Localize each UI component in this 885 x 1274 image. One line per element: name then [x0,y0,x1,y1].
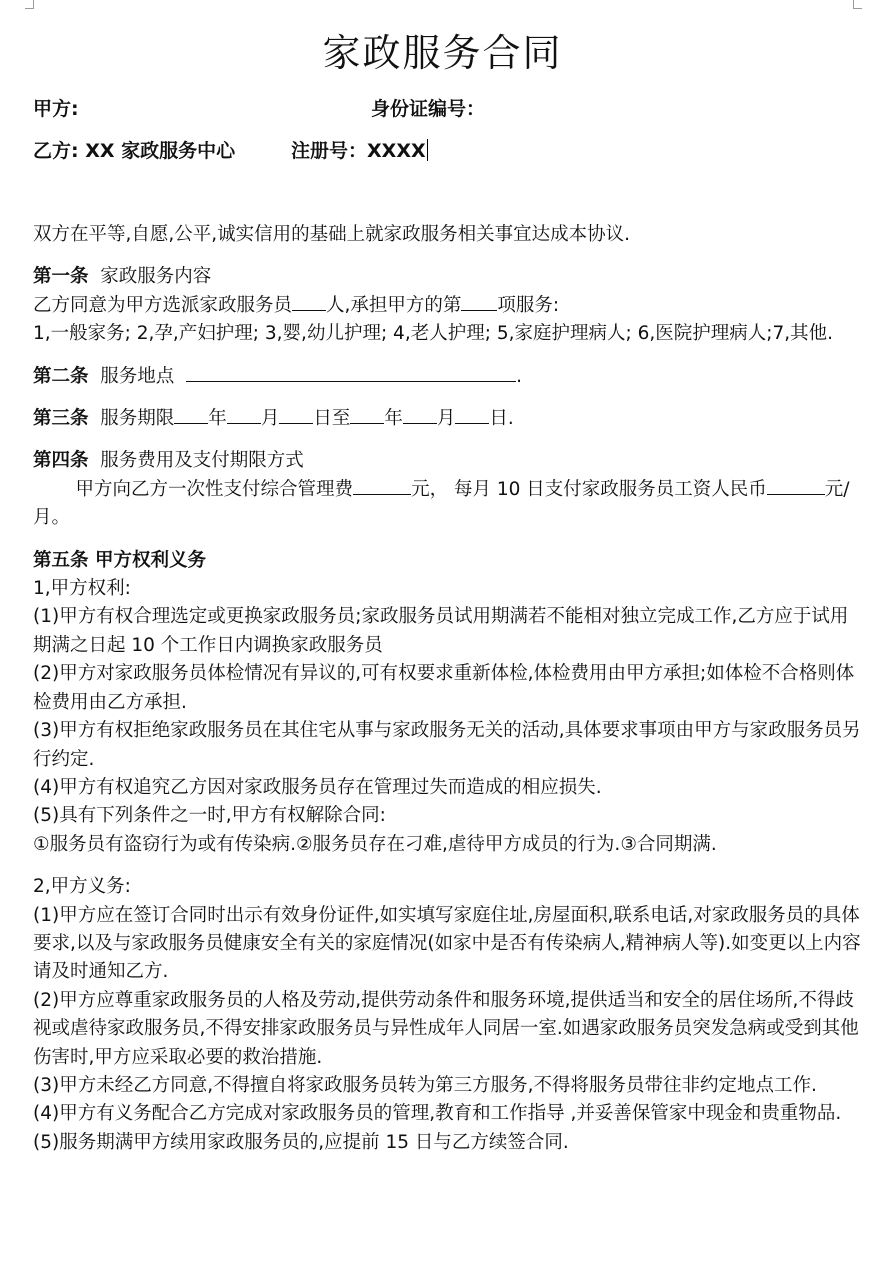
article-5-heading: 第五条 甲方权利义务 [33,549,206,571]
staff-count-blank[interactable] [292,292,326,311]
article-1-text [33,292,863,320]
end-year-blank[interactable] [350,405,384,424]
article-1-title: 家政服务内容 [100,266,212,288]
end-month-unit: 月 [436,408,456,430]
article-1-heading [33,263,863,291]
contract-body [33,221,863,1157]
page-corner-mark-right [853,0,862,9]
duties-heading: 2,甲方义务: [33,876,131,898]
rights-heading: 1,甲方权利: [33,578,131,600]
text-cursor [427,139,428,161]
registration-line[interactable] [291,136,428,163]
termination-conditions: ①服务员有盗窃行为或有传染病.②服务员存在刁难,虐待甲方成员的行为.③合同期满. [33,833,717,855]
duty-item: (5)服务期满甲方续用家政服务员的,应提前 15 日与乙方续签合同. [33,1131,569,1153]
article-2 [33,363,863,391]
start-year-blank[interactable] [174,405,208,424]
start-day-blank[interactable] [279,405,313,424]
article-3-title: 服务期限 [100,408,175,430]
management-fee-blank[interactable] [353,476,411,495]
registration-value: XXXX [367,140,426,162]
article-4-title: 服务费用及支付期限方式 [100,450,304,472]
article-1-number: 第一条 [33,266,89,288]
page-corner-mark-left [25,0,34,9]
duty-item: (4)甲方有义务配合乙方完成对家政服务员的管理,教育和工作指导 ,并妥善保管家中现金和贵重物品. [33,1103,842,1125]
party-b-label: 乙方: [33,140,79,162]
service-item-blank[interactable] [461,292,497,311]
duty-item: (3)甲方未经乙方同意,不得擅自将家政服务员转为第三方服务,不得将服务员带往非约定地点工作. [33,1074,817,1096]
article-2-number: 第二条 [33,365,89,387]
party-a-id-label: 身份证编号： [371,98,486,120]
service-location-blank[interactable] [186,363,516,382]
article-3 [33,405,863,433]
article-4-heading [33,447,863,475]
right-item: (2)甲方对家政服务员体检情况有异议的,可有权要求重新体检,体检费用由甲方承担;如体检不合格则体检费用由乙方承担. [33,663,855,713]
right-item: (5)具有下列条件之一时,甲方有权解除合同: [33,805,386,827]
end-day-blank[interactable] [455,405,489,424]
article-1-text-a: 乙方同意为甲方选派家政服务员 [33,294,293,316]
article-4-text-c: 元/月。 [33,478,850,529]
article-1-text-b: 人,承担甲方的第 [326,294,462,316]
party-a-label: 甲方: [33,98,79,120]
start-day-unit: 日至 [313,408,351,430]
duty-item: (2)甲方应尊重家政服务员的人格及劳动,提供劳动条件和服务环境,提供适当和安全的居住场所,不得歧视或虐待家政服务员,不得安排家政服务员与异性成年人同居一室.如遇家政服务员突发急病或受到其他伤害时,甲方应采取必要的救治措施. [33,989,859,1068]
end-month-blank[interactable] [403,405,437,424]
article-4-text [33,476,863,533]
article-1-items: 1,一般家务; 2,孕,产妇护理; 3,婴,幼儿护理; 4,老人护理; 5,家庭护理病人; 6,医院护理病人;7,其他. [33,323,834,345]
start-month-unit: 月 [260,408,280,430]
document-title: 家政服务合同 [322,31,563,75]
monthly-wage-blank[interactable] [767,476,825,495]
start-year-unit: 年 [208,408,227,430]
right-item: (1)甲方有权合理选定或更换家政服务员;家政服务员试用期满若不能相对独立完成工作,乙方应于试用期满之日起 10 个工作日内调换家政服务员 [33,606,849,656]
end-day-unit: 日. [489,408,514,430]
right-item: (3)甲方有权拒绝家政服务员在其住宅从事与家政服务无关的活动,具体要求事项由甲方与家政服务员另行约定. [33,720,861,770]
article-4-number: 第四条 [33,450,89,472]
party-b-line [33,136,235,163]
article-1-text-c: 项服务: [497,294,560,316]
article-2-end: . [516,365,522,387]
start-month-blank[interactable] [227,405,261,424]
party-b-name: XX 家政服务中心 [85,140,236,162]
article-4-text-b: 元， 每月 10 日支付家政服务员工资人民币 [411,478,767,500]
article-3-number: 第三条 [33,408,89,430]
duty-item: (1)甲方应在签订合同时出示有效身份证件,如实填写家庭住址,房屋面积,联系电话,对家政服务员的具体要求,以及与家政服务员健康安全有关的家庭情况(如家中是否有传染病人,精神病人等).如变更以上内容请及时通知乙方. [33,904,861,983]
registration-label: 注册号： [291,140,368,162]
article-4-text-a: 甲方向乙方一次性支付综合管理费 [75,478,354,500]
end-year-unit: 年 [384,408,403,430]
right-item: (4)甲方有权追究乙方因对家政服务员存在管理过失而造成的相应损失. [33,776,602,798]
intro-paragraph: 双方在平等,自愿,公平,诚实信用的基础上就家政服务相关事宜达成本协议. [33,224,631,245]
article-2-title: 服务地点 [100,365,175,387]
